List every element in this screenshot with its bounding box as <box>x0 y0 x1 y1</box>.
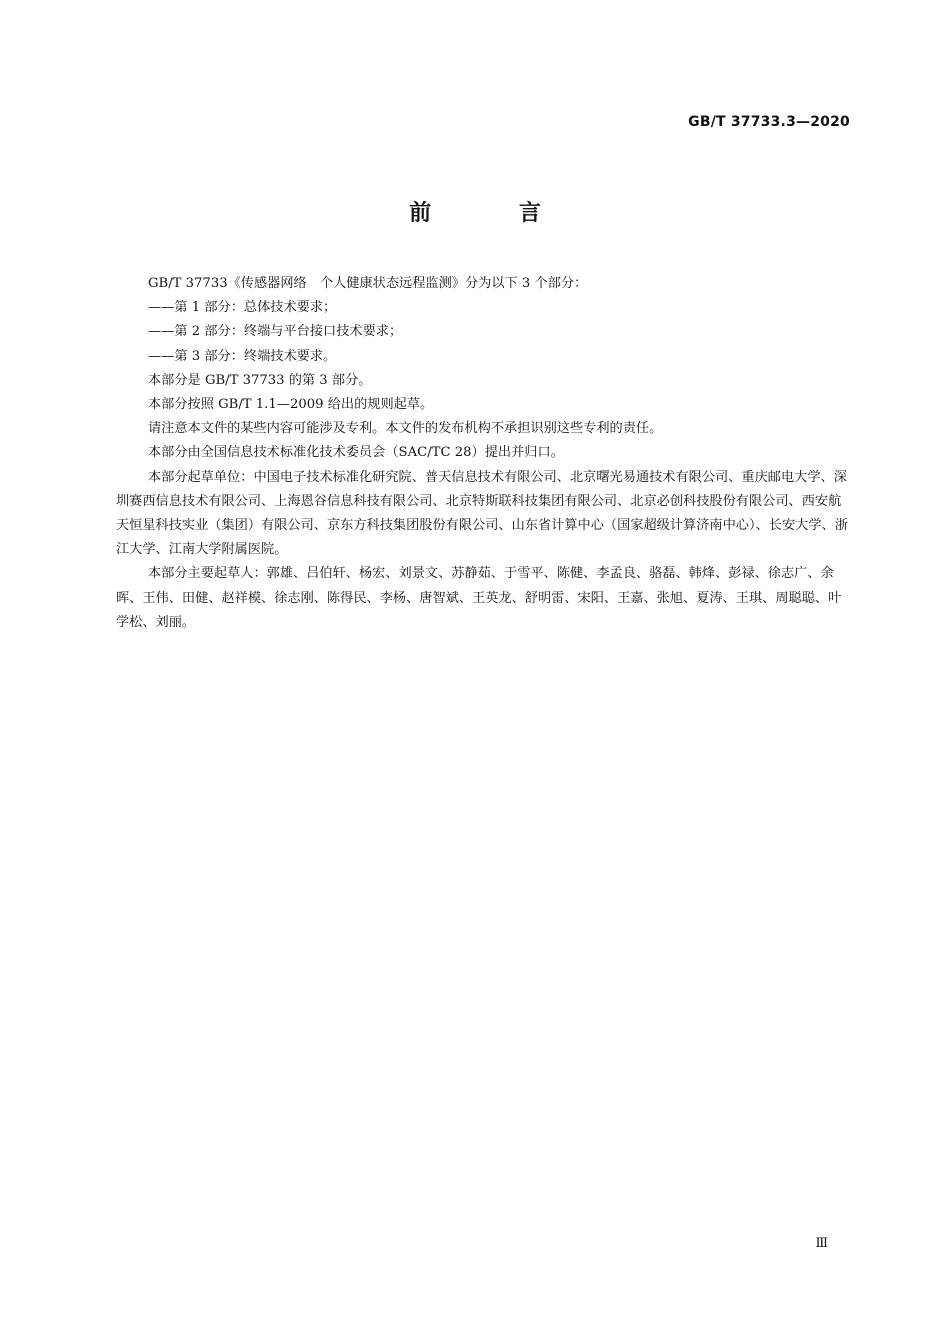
paragraph-drafting-rules: 本部分按照 GB/T 1.1—2009 给出的规则起草。 <box>148 397 434 413</box>
list-item-part-2: ——第 2 部分：终端与平台接口技术要求； <box>148 324 403 340</box>
list-item-part-3: ——第 3 部分：终端技术要求。 <box>148 348 337 364</box>
paragraph-drafters: 本部分主要起草人：郭雄、吕伯轩、杨宏、刘景文、苏静茹、于雪平、陈健、李孟良、骆磊、韩烽、彭禄、徐志广、余晖、王伟、田健、赵祥模、徐志刚、陈得民、李杨、唐智斌、王英龙、舒明雷、宋阳、王嘉、张旭、夏涛、王琪、周聪聪、叶学松、刘丽。 <box>116 566 842 630</box>
page-number: Ⅲ <box>815 1236 828 1251</box>
paragraph-patent-notice: 请注意本文件的某些内容可能涉及专利。本文件的发布机构不承担识别这些专利的责任。 <box>148 421 663 437</box>
page-title: 前 言 <box>409 201 581 226</box>
foreword-body <box>116 272 850 635</box>
standard-code: GB/T 37733.3—2020 <box>688 114 850 130</box>
list-item-part-1: ——第 1 部分：总体技术要求； <box>148 300 337 316</box>
paragraph-part-statement: 本部分是 GB/T 37733 的第 3 部分。 <box>148 372 372 388</box>
paragraph-drafting-units: 本部分起草单位：中国电子技术标准化研究院、普天信息技术有限公司、北京曙光易通技术有限公司、重庆邮电大学、深圳赛西信息技术有限公司、上海恩谷信息科技有限公司、北京特斯联科技集团有限公司、北京必创科技股份有限公司、西安航天恒星科技实业（集团）有限公司、京东方科技集团股份有限公司、山东省计算中心（国家超级计算济南中心）、长安大学、浙江大学、江南大学附属医院。 <box>116 469 848 558</box>
paragraph-structure-intro: GB/T 37733《传感器网络 个人健康状态远程监测》分为以下 3 个部分： <box>148 276 588 291</box>
paragraph-proposer: 本部分由全国信息技术标准化技术委员会（SAC/TC 28）提出并归口。 <box>148 445 564 461</box>
